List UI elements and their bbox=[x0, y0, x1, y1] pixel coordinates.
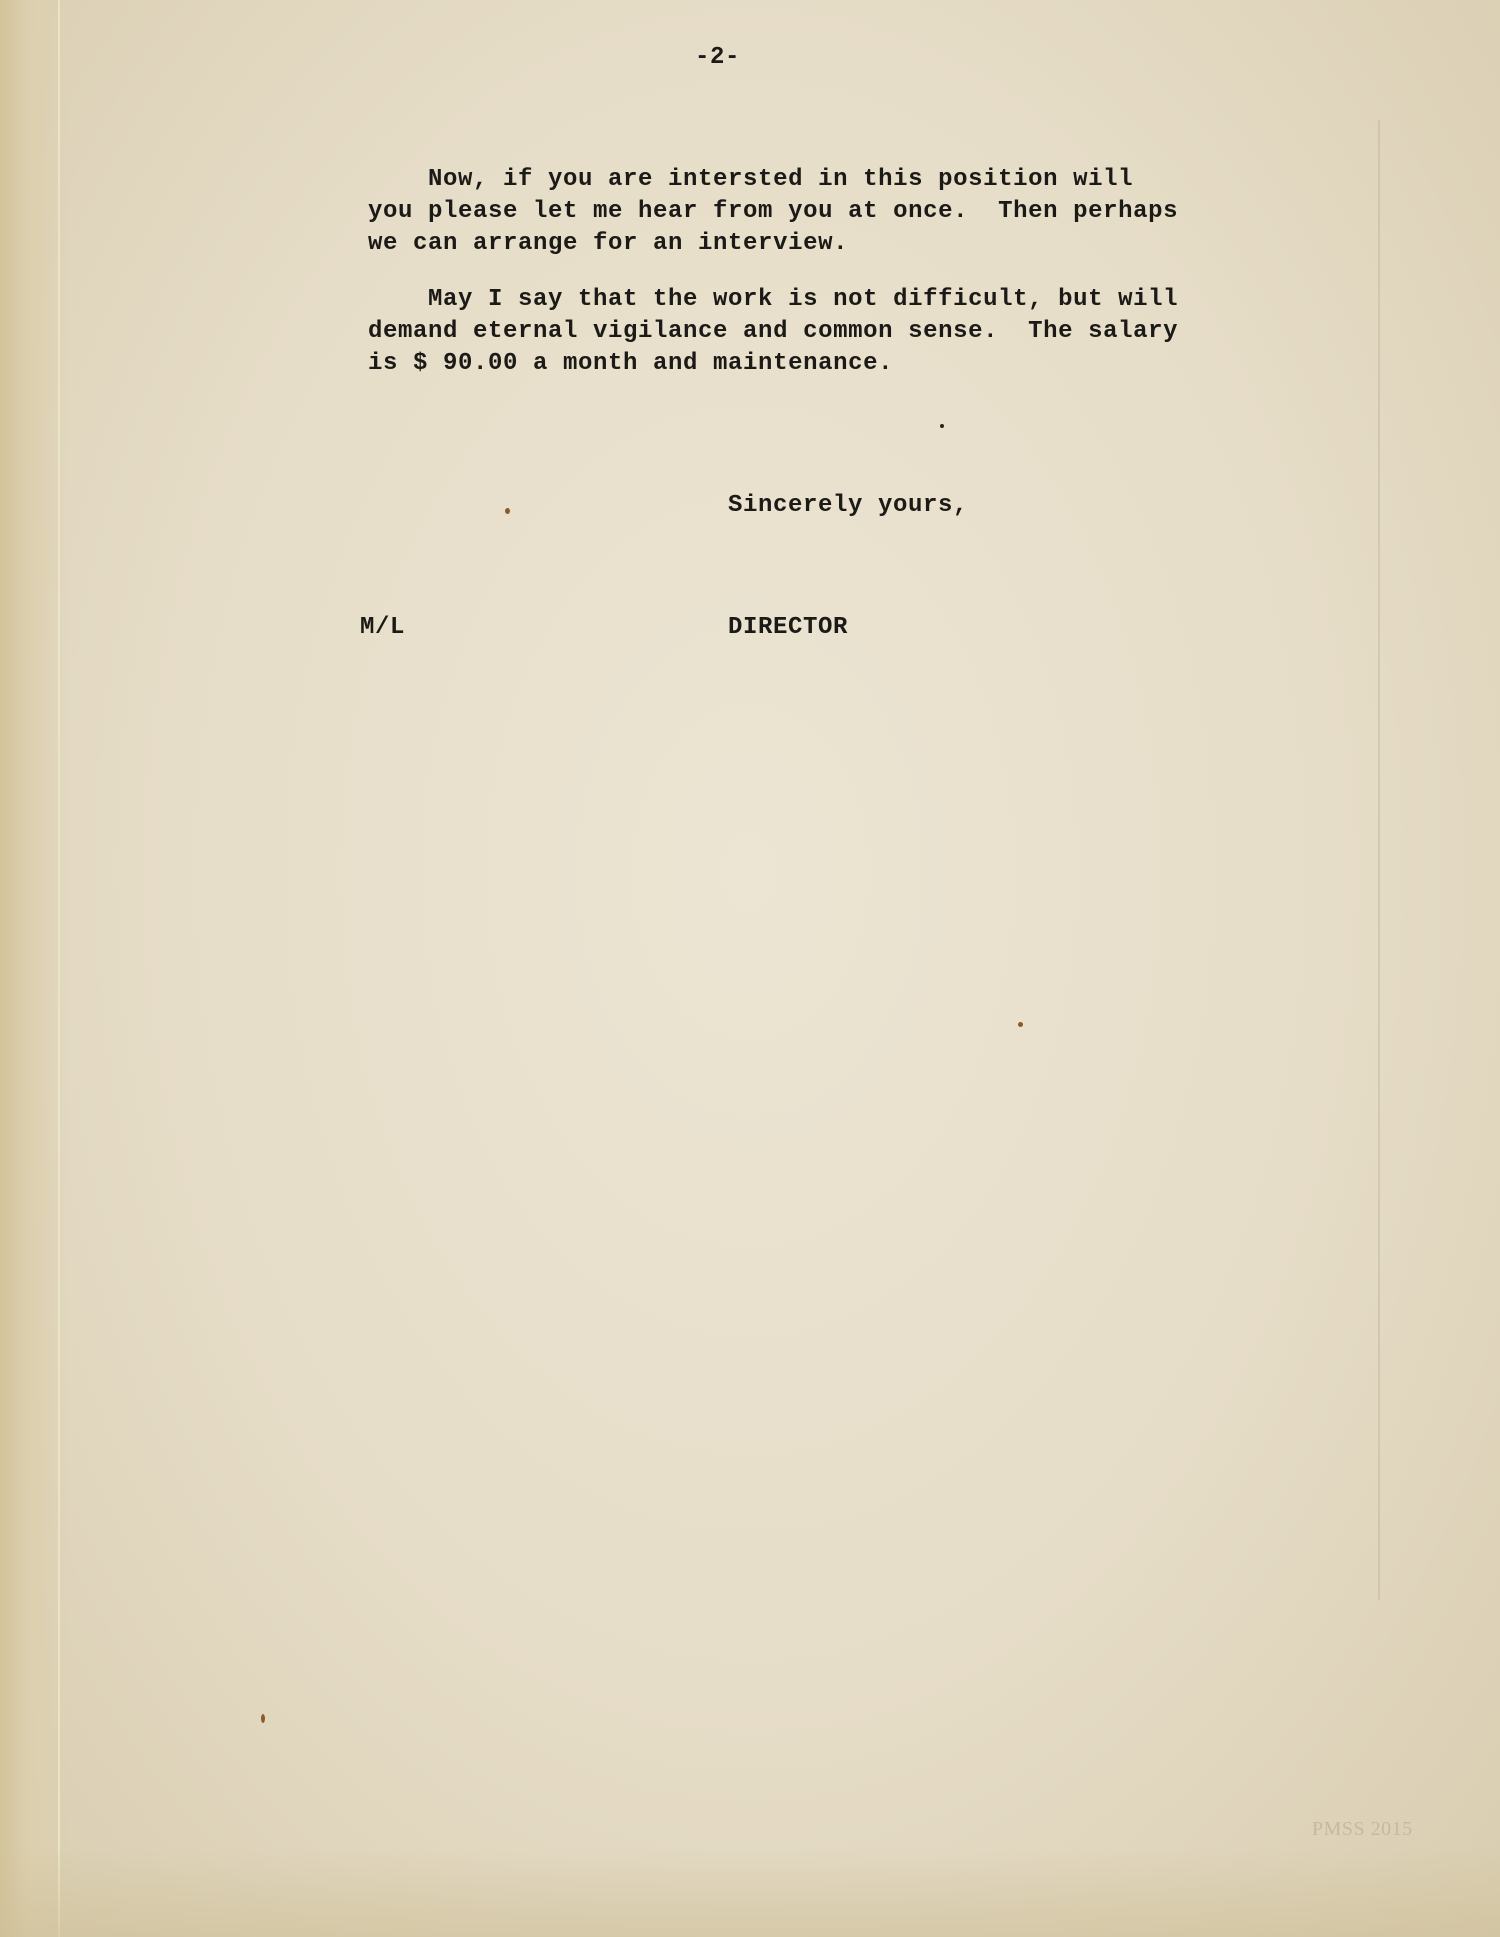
archive-watermark: PMSS 2015 bbox=[1312, 1818, 1413, 1840]
paragraph-line: May I say that the work is not difficult, but will bbox=[368, 286, 1179, 313]
paper-bottom-edge-stain bbox=[0, 1847, 1500, 1937]
paper-speck bbox=[1018, 1022, 1023, 1027]
page-number: -2- bbox=[695, 44, 741, 71]
paragraph-line: you please let me hear from you at once. Then perhaps bbox=[368, 198, 1179, 225]
paper-speck bbox=[261, 1714, 265, 1723]
body-paragraph-1 bbox=[368, 164, 1178, 260]
paragraph-line: is $ 90.00 a month and maintenance. bbox=[368, 350, 894, 377]
paragraph-line: demand eternal vigilance and common sense. The salary bbox=[368, 318, 1179, 345]
closing-salutation: Sincerely yours, bbox=[728, 492, 969, 519]
underlying-sheet-edge bbox=[1378, 120, 1380, 1600]
paper-crease bbox=[58, 0, 60, 1937]
signer-title: DIRECTOR bbox=[728, 614, 849, 641]
body-paragraph-2 bbox=[368, 284, 1178, 380]
typist-initials: M/L bbox=[360, 614, 406, 641]
paper-speck bbox=[505, 508, 510, 514]
paragraph-line: we can arrange for an interview. bbox=[368, 230, 849, 257]
paragraph-line: Now, if you are intersted in this position will bbox=[368, 166, 1134, 193]
paper-speck bbox=[940, 424, 944, 428]
